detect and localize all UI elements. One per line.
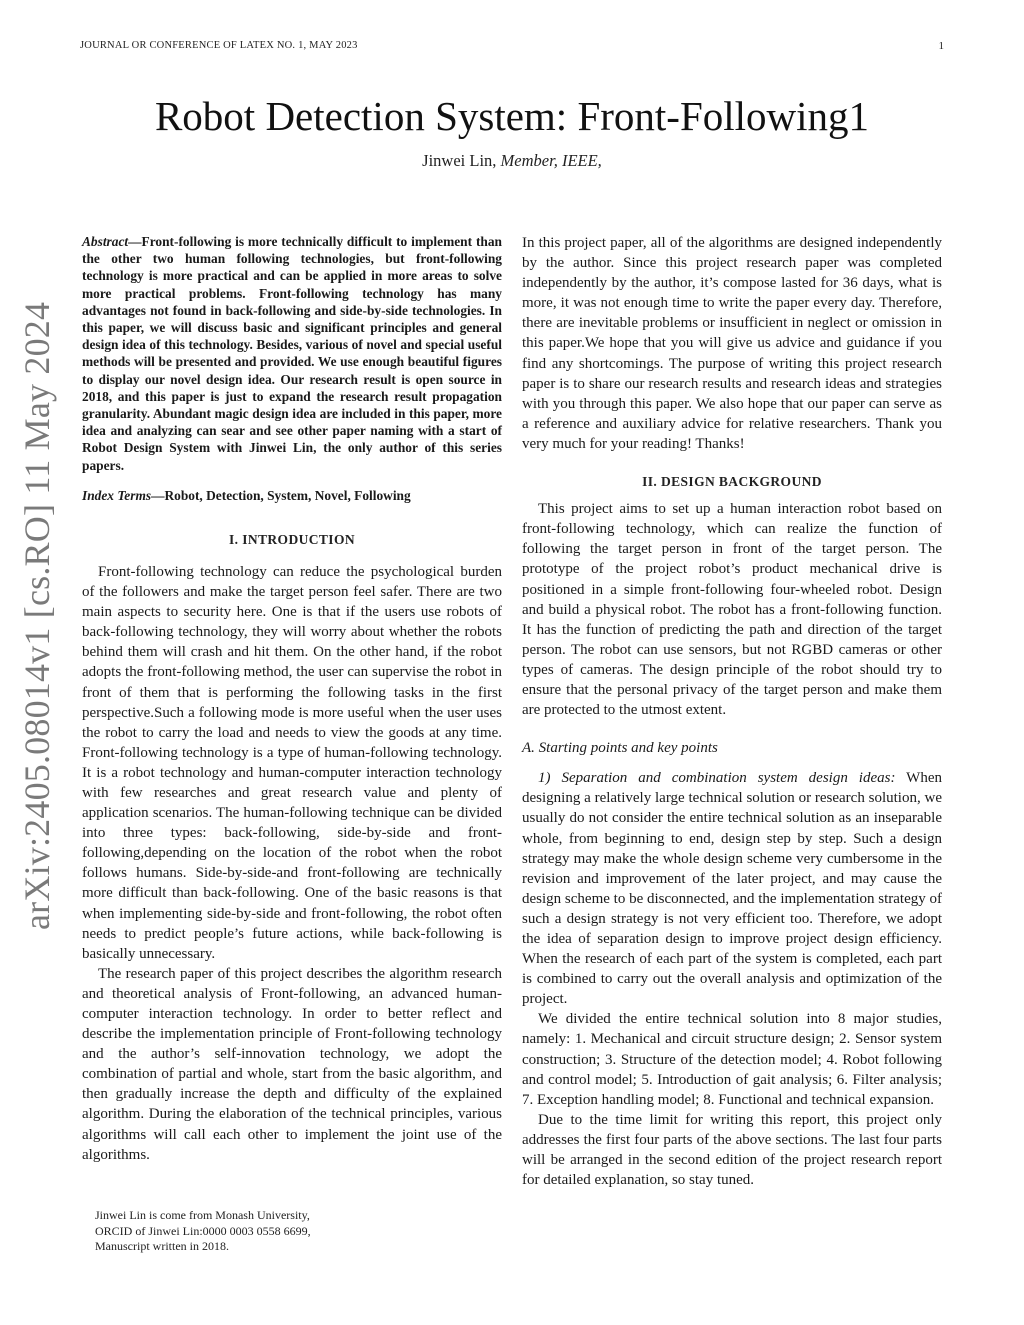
author-line: [0, 151, 1024, 171]
index-terms-label: Index Terms: [82, 487, 152, 503]
abstract: [82, 233, 502, 474]
subsubsection-text: When designing a relatively large technical solution or research solution, we usually do not consider the entire technical solution as an inseparable whole, from beginning to end, design step by step. Such a design strategy may make the whole design scheme very cumbersome in the revision and improvement of the later project, and may cause the design scheme to be disconnected, and the implementation strategy of such a design strategy is not very efficient too. Therefore, we adopt the idea of separation design to improve project design efficiency. When the research of each part of the system is completed, each part is combined to carry out the overall analysis and optimization of the project.: [522, 770, 942, 1008]
intro-paragraph-2: The research paper of this project describes the algorithm research and theoretical analysis of Front-following, an advanced human-computer interaction technology. In order to better reflect and describe the implementation principle of Front-following technology and the author’s self-innovation technology, we adopt the combination of partial and whole, start from the basic algorithm, and then gradually increase the depth and difficulty of the explained algorithm. During the elaboration of the technical principles, various algorithms will call each other to implement the joint use of the algorithms.: [82, 965, 502, 1163]
abstract-text: —Front-following is more technically difficult to implement than the other two human following technologies, but front-following technology is more practical and can be applied in more areas to solve more practical problems. Front-following technology has many advantages not found in back-following and side-by-side technologies. In this paper, we will discuss basic and significant principles and general design idea of this technology. Besides, various of novel and special useful methods will be presented and provided. We use enough beautiful figures to display our novel design idea. Our research result is open source in 2018, and this paper is just to expand the research result propagation granularity. Abundant magic design idea are included in this paper, more idea and analyzing can sear and see other paper naming with a start of Robot Design System with Jinwei Lin, the only author of this series papers.: [82, 234, 502, 473]
paper-title: Robot Detection System: Front-Following1: [154, 93, 870, 139]
footnote-line-3: Manuscript written in 2018.: [95, 1239, 229, 1253]
footnote-line-1: Jinwei Lin is come from Monash University,: [95, 1208, 310, 1222]
left-column: [82, 233, 502, 1165]
intro-continuation-paragraph: In this project paper, all of the algorithms are designed independently by the author. Since this project research paper was completed independently by the author, it’s compose lasted for 36 days, what is more, it was not enough time to write the paper every day. Therefore, there are inevitable problems or insufficient in neglect or omission in this paper.We hope that you will give us advice and guidance if you find any shortcomings. The purpose of writing this project research paper is to share our research results and research ideas and strategies with you through this paper. We also hope that our paper can serve as a reference and auxiliary advice for relative researchers. Thank you very much for your reading! Thanks!: [522, 235, 942, 452]
time-limit-paragraph: Due to the time limit for writing this report, this project only addresses the first four parts of the above sections. The last four parts will be arranged in the second edition of the project research report for detailed explanation, so stay tuned.: [522, 1111, 942, 1189]
design-background-paragraph: This project aims to set up a human interaction robot based on front-following technology, which can realize the function of following the target person in front of the target person. The prototype of the project robot’s product mechanical drive is positioned in a simple front-following four-wheeled robot. Design and build a physical robot. The robot has a front-following function. It has the function of predicting the path and direction of the target person. The robot can use sensors, but not RGBD cameras or other types of cameras. The design principle of the robot should try to ensure that the personal privacy of the target person and make them are protected to the utmost extent.: [522, 501, 942, 719]
section-heading-introduction: I. INTRODUCTION: [228, 531, 356, 547]
right-column: [522, 233, 942, 1190]
subsection-heading-starting-points: A. Starting points and key points: [522, 740, 718, 757]
running-head: JOURNAL OR CONFERENCE OF LATEX NO. 1, MAY 2023: [80, 40, 358, 51]
divided-studies-paragraph: We divided the entire technical solution into 8 major studies, namely: 1. Mechanical and circuit structure design; 2. Sensor system construction; 3. Structure of the detection model; 4. Robot following and control model; 5. Introduction of gait analysis; 6. Filter analysis; 7. Exception handling model; 8. Functional and technical expansion.: [522, 1011, 942, 1108]
author-footnote: [95, 1208, 495, 1255]
page-number: 1: [938, 40, 944, 52]
abstract-label: Abstract: [82, 234, 129, 249]
footnote-line-2: ORCID of Jinwei Lin:0000 0003 0558 6699,: [95, 1223, 311, 1238]
index-terms-text: —Robot, Detection, System, Novel, Following: [151, 487, 411, 503]
section-heading-design-background: II. DESIGN BACKGROUND: [642, 474, 822, 490]
intro-paragraph-1: Front-following technology can reduce the psychological burden of the followers and make the target person feel safer. There are two main aspects to security here. One is that if the users use robots of back-following technology, they will worry about whether the robots behind them will crash and hit them. On the other hand, if the robot adopts the front-following method, the user can supervise the robot in front of them that is performing the following tasks in the first perspective.Such a following mode is more useful when the user uses the robot to carry the load and needs to view the goods at any time. Front-following technology is a type of human-following technology. It is a robot technology and human-computer interaction technology with few researches and great research value and plenty of application scenarios. The human-following technique can be divided into three types: back-following, side-by-side and front-following,depending on the location of the robot when the robot follows humans. Side-by-side-and front-following are technically more difficult than back-following. One of the basic reasons is that when implementing side-by-side and front-following, the robot often needs to predict people’s future actions, while back-following is basically unnecessary.: [82, 563, 502, 962]
separation-design-paragraph: [522, 768, 942, 1009]
arxiv-side-stamp: arXiv:2405.08014v1 [cs.RO] 11 May 2024: [17, 301, 57, 930]
index-terms: [82, 487, 502, 504]
author-name: Jinwei Lin,: [422, 151, 497, 170]
author-affiliation: Member, IEEE,: [500, 151, 602, 170]
subsubsection-label: 1) Separation and combination system design ideas:: [538, 770, 896, 787]
